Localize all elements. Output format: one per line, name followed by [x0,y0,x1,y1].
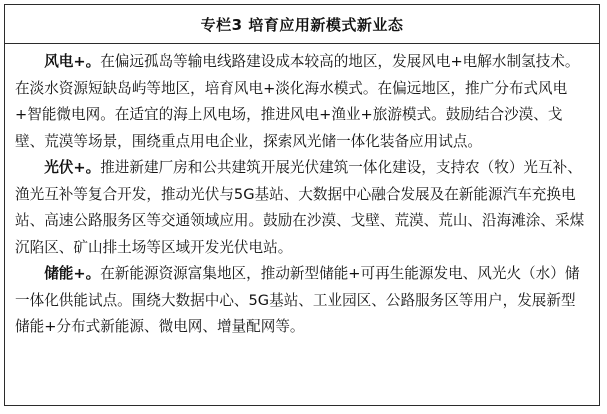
paragraph-lead: 风电+。 [44,53,101,70]
paragraph-text: 在偏远孤岛等输电线路建设成本较高的地区，发展风电+电解水制氢技术。在淡水资源短缺岛屿等地区，培育风电+淡化海水模式。在偏远地区，推广分布式风电+智能微电网。在适宜的海上风电场，推进风电+渔业+旅游模式。鼓励结合沙漠、戈壁、荒漠等场景，围绕重点用电企业，探索风光储一体化装备应用试点。 [15,53,580,150]
paragraph-wind [15,49,589,155]
column-content [5,44,599,341]
column-title: 专栏3 培育应用新模式新业态 [200,15,404,34]
paragraph-text: 在新能源资源富集地区，推动新型储能+可再生能源发电、风光火（水）储一体化供能试点。围绕大数据中心、5G基站、工业园区、公路服务区等用户，发展新型储能+分布式新能源、微电网、增量配网等。 [15,265,580,335]
column-box [4,4,600,406]
paragraph-solar [15,155,589,261]
paragraph-lead: 光伏+。 [44,159,101,176]
paragraph-lead: 储能+。 [44,265,101,282]
paragraph-storage [15,261,589,341]
title-row [5,5,599,44]
paragraph-text: 推进新建厂房和公共建筑开展光伏建筑一体化建设，支持农（牧）光互补、渔光互补等复合开发，推动光伏与5G基站、大数据中心融合发展及在新能源汽车充换电站、高速公路服务区等交通领域应用。鼓励在沙漠、戈壁、荒漠、荒山、沿海滩涂、采煤沉陷区、矿山排土场等区域开发光伏电站。 [15,159,585,256]
